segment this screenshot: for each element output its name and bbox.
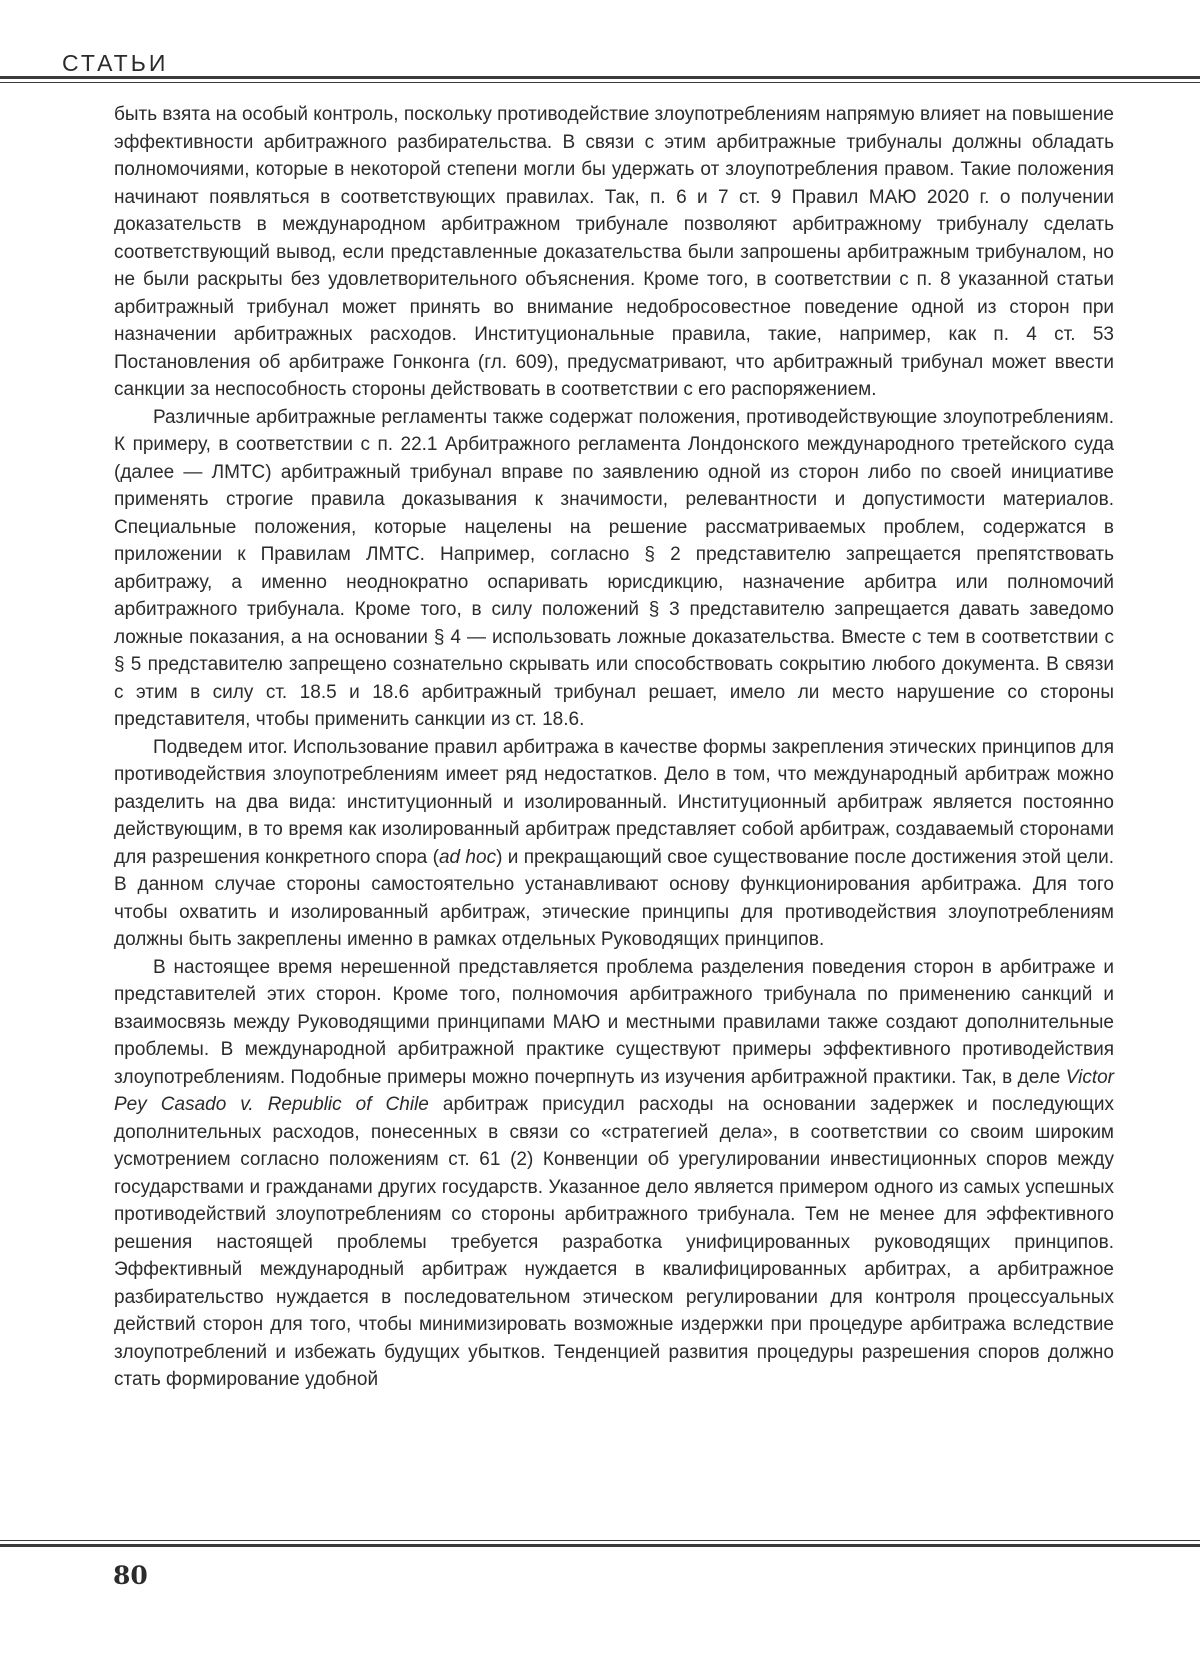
- paragraph-2: [114, 404, 1114, 734]
- header-rule-thin: [0, 82, 1200, 83]
- paragraph-3-text-b: ) и прекращающий свое существование после достижения этой цели. В данном случае стороны самостоятельно устанавливают основу функционирования арбитража. Для того чтобы охватить и изолированный арбитраж, этические принципы для противодействия злоупотреблениям должны быть закреплены именно в рамках отдельных Руководящих принципов.: [114, 847, 1114, 951]
- paragraph-4-text-a: В настоящее время нерешенной представляется проблема разделения поведения сторон в арбитраже и представителей этих сторон. Кроме того, полномочия арбитражного трибунала по применению санкций и взаимосвязь между Руководящими принципами МАЮ и местными правилами также создают дополнительные проблемы. В международной арбитражной практике существуют примеры эффективного противодействия злоупотреблениям. Подобные примеры можно почерпнуть из изучения арбитражной практики. Так, в деле: [114, 957, 1114, 1088]
- page-number: 80: [113, 1561, 148, 1590]
- paragraph-4-text-b: арбитраж присудил расходы на основании задержек и последующих дополнительных расходов, понесенных в связи со «стратегией дела», в соответствии со своим широким усмотрением согласно положениям ст. 61 (2) Конвенции об урегулировании инвестиционных споров между государствами и гражданами других государств. Указанное дело является примером одного из самых успешных противодействий злоупотреблениям со стороны арбитражного трибунала. Тем не менее для эффективного решения настоящей проблемы требуется разработка унифицированных руководящих принципов. Эффективный международный арбитраж нуждается в квалифицированных арбитрах, а арбитражное разбирательство нуждается в последовательном этическом регулировании для контроля процессуальных действий сторон для того, чтобы минимизировать возможные издержки при процедуре арбитража вследствие злоупотреблений и избежать будущих убытков. Тенденцией развития процедуры разрешения споров должно стать формирование удобной: [114, 1094, 1114, 1390]
- latin-term-ad-hoc: ad hoc: [439, 847, 496, 868]
- paragraph-4: [114, 954, 1114, 1394]
- footer-rule-thick: [0, 1544, 1200, 1547]
- paragraph-1-text: быть взята на особый контроль, поскольку противодействие злоупотреблениям напрямую влияет на повышение эффективности арбитражного разбирательства. В связи с этим арбитражные трибуналы должны обладать полномочиями, которые в некоторой степени могли бы удержать от злоупотребления правом. Такие положения начинают появляться в соответствующих правилах. Так, п. 6 и 7 ст. 9 Правил МАЮ 2020 г. о получении доказательств в международном арбитражном трибунале позволяют арбитражному трибуналу сделать соответствующий вывод, если представленные доказательства были запрошены арбитражным трибуналом, но не были раскрыты без удовлетворительного объяснения. Кроме того, в соответствии с п. 8 указанной статьи арбитражный трибунал может принять во внимание недобросовестное поведение одной из сторон при назначении арбитражных расходов. Институциональные правила, такие, например, как п. 4 ст. 53 Постановления об арбитраже Гонконга (гл. 609), предусматривают, что арбитражный трибунал может ввести санкции за неспособность стороны действовать в соответствии с его распоряжением.: [114, 104, 1114, 400]
- footer-rule-thin: [0, 1540, 1200, 1541]
- paragraph-2-text: Различные арбитражные регламенты также содержат положения, противодействующие злоупотреблениям. К примеру, в соответствии с п. 22.1 Арбитражного регламента Лондонского международного третейского суда (далее — ЛМТС) арбитражный трибунал вправе по заявлению одной из сторон либо по своей инициативе применять строгие правила доказывания к значимости, релевантности и допустимости материалов. Специальные положения, которые нацелены на решение рассматриваемых проблем, содержатся в приложении к Правилам ЛМТС. Например, согласно § 2 представителю запрещается препятствовать арбитражу, а именно неоднократно оспаривать юрисдикцию, назначение арбитра или полномочий арбитражного трибунала. Кроме того, в силу положений § 3 представителю запрещается давать заведомо ложные показания, а на основании § 4 — использовать ложные доказательства. Вместе с тем в соответствии с § 5 представителю запрещено сознательно скрывать или способствовать сокрытию любого документа. В связи с этим в силу ст. 18.5 и 18.6 арбитражный трибунал решает, имело ли место нарушение со стороны представителя, чтобы применить санкции из ст. 18.6.: [114, 407, 1114, 731]
- case-name: Victor Pey Casado v. Republic of Chile: [114, 1067, 1114, 1116]
- paragraph-1: [114, 101, 1114, 404]
- paragraph-3: [114, 734, 1114, 954]
- article-body: [114, 101, 1114, 1394]
- paragraph-3-text-a: Подведем итог. Использование правил арбитража в качестве формы закрепления этических принципов для противодействия злоупотреблениям имеет ряд недостатков. Дело в том, что международный арбитраж можно разделить на два вида: институционный и изолированный. Институционный арбитраж является постоянно действующим, в то время как изолированный арбитраж представляет собой арбитраж, создаваемый сторонами для разрешения конкретного спора (: [114, 737, 1114, 868]
- header-rule-thick: [0, 76, 1200, 79]
- section-header: СТАТЬИ: [62, 50, 168, 77]
